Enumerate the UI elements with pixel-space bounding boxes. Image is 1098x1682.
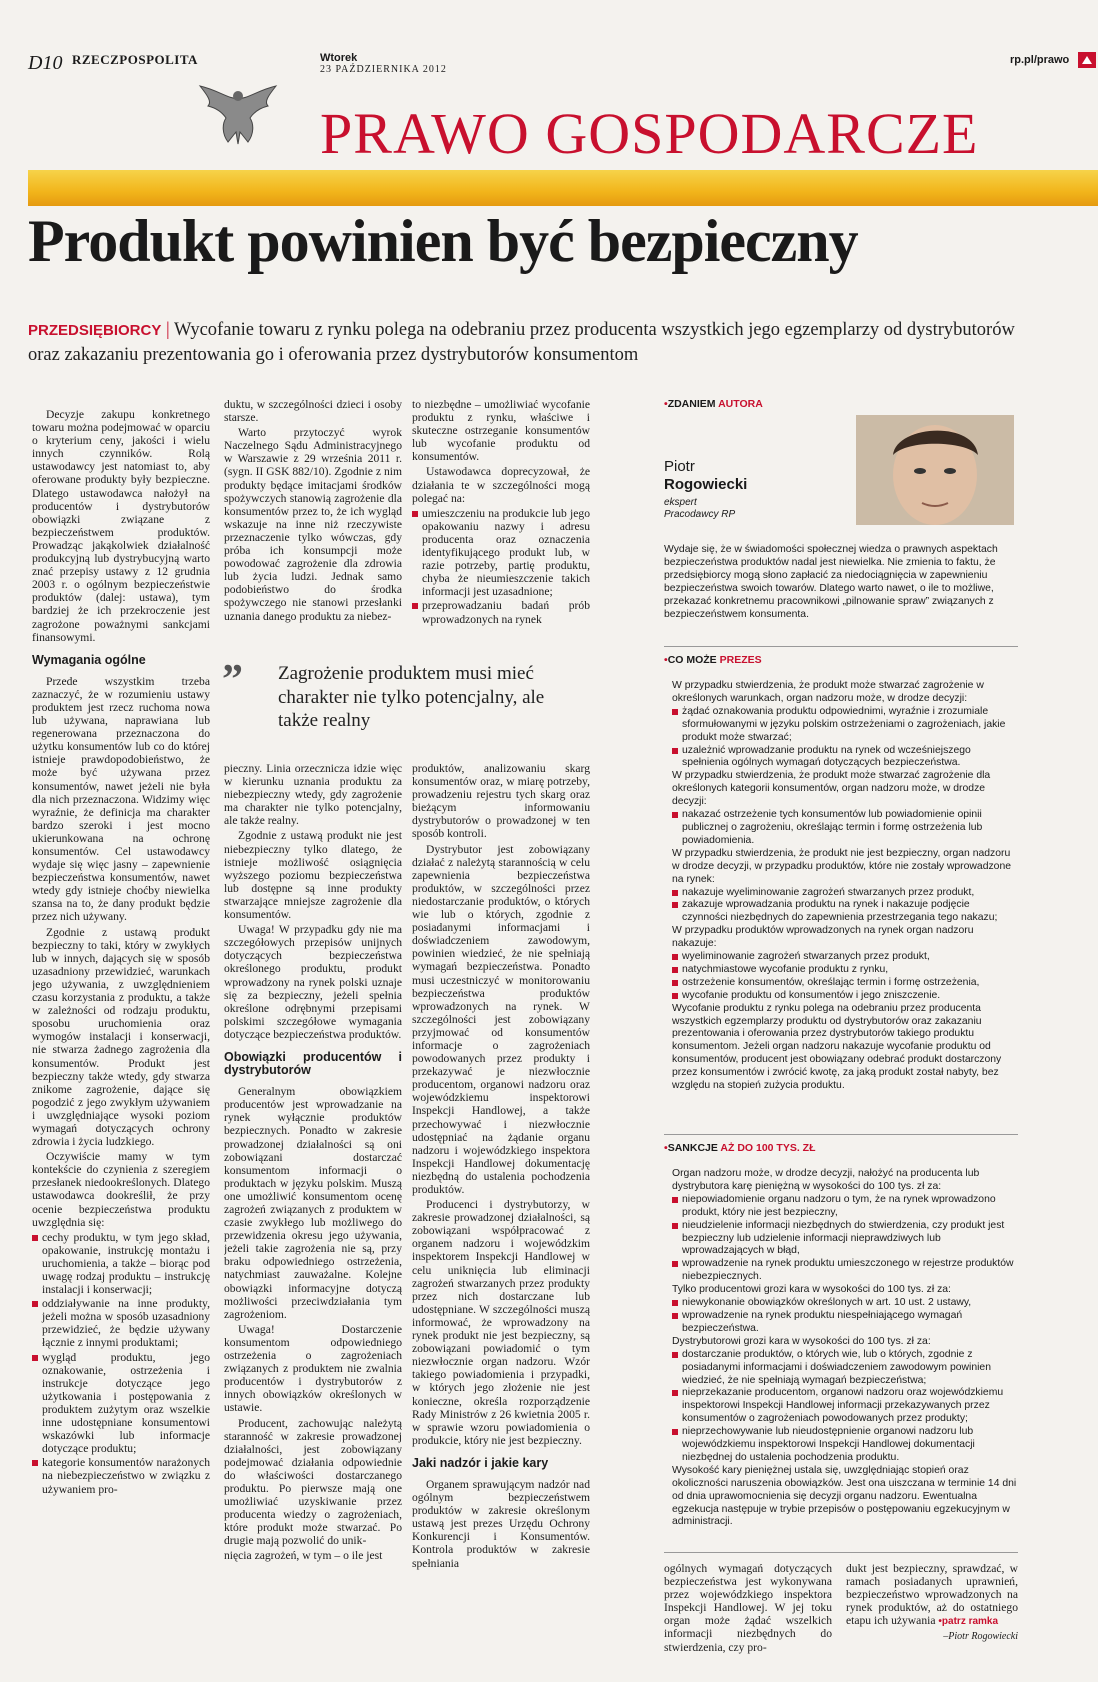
- paragraph: W przypadku stwierdzenia, że produkt może stwarzać zagrożenie dla określonych kategorii konsumentów, organ nadzoru może, w drodze decyzji:: [672, 770, 991, 808]
- list-item: nakazać ostrzeżenie tych konsumentów lub powiadomienie opinii publicznej o zagrożeniu, określając termin i formę ostrzeżenia lub powiadomienia.: [672, 809, 1018, 848]
- section-heading: Obowiązki producentów i dystrybutorów: [224, 1049, 402, 1078]
- paragraph: nięcia zagrożeń, w tym – o ile jest: [224, 1549, 383, 1563]
- paragraph-text: dukt jest bezpieczny, sprawdzać, w ramach posiadanych uprawnień, bezpieczeństwo wprowadzonych na rynek produktów, aż do ostatniego etapu ich używania: [846, 1562, 1018, 1628]
- divider: [664, 646, 1018, 647]
- section-title: [320, 100, 978, 167]
- section-title-text: PRAWO GOSPODARCZE: [320, 101, 979, 166]
- prezes-label-prefix: CO MOŻE: [667, 654, 717, 666]
- column-2-bottom: [224, 762, 402, 1678]
- sankcje-label-prefix: SANKCJE: [667, 1142, 718, 1154]
- paragraph: Producent, zachowując należytą staranność w zakresie prowadzonej działalności, jest zobowiązany podejmować działania odpowiednie do właściwości dostarczanego produktu. Po pierwsze mają one umożliwiać uzyskiwanie przez producenta wiedzy o zagrożeniach, które produkt może stwarzać. Po drugie mają pozwolić do unik-: [224, 1416, 402, 1548]
- prezes-label: •CO MOŻE PREZES: [664, 654, 762, 666]
- list-item: dostarczanie produktów, o których wie, lub o których, zgodnie z posiadanymi informacjami i doświadczeniem zawodowym powinien wiedzieć, że nie spełniają wymagań bezpieczeństwa;: [672, 1349, 1018, 1388]
- divider: [664, 1134, 1018, 1135]
- page-number: D10: [28, 52, 63, 74]
- opinion-label-red: AUTORA: [718, 398, 763, 410]
- opinion-label-prefix: ZDANIEM: [667, 398, 716, 410]
- bullet-list: [672, 1349, 1018, 1465]
- list-item: niewykonanie obowiązków określonych w art. 10 ust. 2 ustawy,: [672, 1297, 1018, 1310]
- list-item: przeprowadzaniu badań prób wprowadzonych na rynek: [412, 599, 590, 625]
- paragraph: pieczny. Linia orzecznicza idzie więc w kierunku uznania produktu za niebezpieczny wtedy, gdy zagrożenie ma charakter nie tylko potencjalny, ale także realny.: [224, 762, 402, 828]
- list-item: nieprzechowywanie lub nieudostępnienie organowi nadzoru lub wojewódzkiemu inspektorowi Inspekcji Handlowej dokumentacji niezbędnej do ustalenia pochodzenia produktu.: [672, 1426, 1018, 1465]
- list-item: niepowiadomienie organu nadzoru o tym, że na rynek wprowadzono produkt, który nie jest bezpieczny,: [672, 1194, 1018, 1220]
- opinion-text: Wydaje się, że w świadomości społecznej wiedza o prawnych aspektach bezpieczeństwa produktów nadal jest niewielka. Nie zmienia to faktu, że przedsiębiorcy mogą słono zapłacić za niedociągnięcia w zapewnieniu bezpieczeństwa swoich towarów. Dlatego warto nawet, o ile to możliwe, przekazać konkretnemu pracownikowi „pilnowanie spraw” związanych z bezpieczeństwem konsumenta.: [664, 544, 998, 620]
- brand-name: RZECZPOSPOLITA: [72, 52, 198, 67]
- column-4-bottom: [664, 1562, 832, 1678]
- paragraph: Zgodnie z ustawą produkt nie jest niebezpieczny tylko dlatego, że istnieje możliwość osiągnięcia wyższego poziomu bezpieczeństwa lub dostępne są inne produkty stwarzające mniejsze zagrożenie dla konsumentów.: [224, 829, 402, 922]
- kicker: PRZEDSIĘBIORCY: [28, 322, 162, 339]
- author-org: Pracodawcy RP: [664, 509, 736, 520]
- paragraph: Warto przytoczyć wyrok Naczelnego Sądu Administracyjnego w Warszawie z 29 września 2011 r. (sygn. II GSK 882/10). Zgodnie z nim produkty będące imitacjami środków spożywczych stanowią zagrożenie dla konsumentów przez to, że ich wygląd wskazuje na inne niż rzeczywiste przeznaczenie tylko wówczas, gdy próba ich konsumpcji może powodować zagrożenie dla zdrowia lub życia ludzi. Jednak samo podobieństwo do środka spożywczego nie stanowi przesłanki uznania danego produktu za niebez-: [224, 426, 402, 623]
- see-box-link-text: patrz ramka: [941, 1616, 999, 1628]
- section-heading: Jaki nadzór i jakie kary: [412, 1455, 549, 1470]
- list-item: wprowadzenie na rynek produktu niespełniającego wymagań bezpieczeństwa.: [672, 1310, 1018, 1336]
- paragraph: W przypadku produktów wprowadzonych na rynek organ nadzoru nakazuje:: [672, 925, 974, 950]
- headline: Produkt powinien być bezpieczny: [28, 208, 858, 274]
- sankcje-label-red: AŻ DO 100 TYS. ZŁ: [720, 1142, 816, 1154]
- sankcje-box: [672, 1168, 1018, 1548]
- paragraph: Oczywiście mamy w tym kontekście do czynienia z szeregiem przesłanek niedookreślonych. Dlatego ustawodawca dookreślił, że przy ocenie bezpieczeństwa produktu uwzględnia się:: [32, 1150, 210, 1229]
- paragraph: Organem sprawującym nadzór nad ogólnym bezpieczeństwem produktów w zakresie określonym ustawą jest prezes Urzędu Ochrony Konkurencji i Konsumentów. Kontrola produktów w zakresie spełniania: [412, 1477, 590, 1570]
- paragraph: Wysokość kary pieniężnej ustala się, uwzględniając stopień oraz okoliczności naruszenia obowiązków. Jest ona uiszczana w terminie 14 dni od dnia uprawomocnienia się decyzji organu nadzoru. Ewentualna egzekucja następuje w trybie przepisów o postępowaniu egzekucyjnym w administracji.: [672, 1464, 1017, 1528]
- bullet-list: [412, 507, 590, 626]
- lead: PRZEDSIĘBIORCY | Wycofanie towaru z rynku polega na odebraniu przez producenta wszystkich jego egzemplarzy od dystrybutorów oraz zakazaniu prezentowania go i oferowania przez dystrybutorów konsumentom: [28, 320, 1015, 365]
- list-item: kategorie konsumentów narażonych na niebezpieczeństwo w związku z używaniem pro-: [32, 1456, 210, 1495]
- list-item: wycofanie produktu od konsumentów i jego zniszczenie.: [672, 990, 1018, 1003]
- bullet-list: [32, 1231, 210, 1496]
- quote-icon: ”: [222, 657, 243, 703]
- prezes-label-red: PREZES: [719, 654, 762, 666]
- paragraph: Dystrybutorowi grozi kara w wysokości do 100 tys. zł za:: [672, 1335, 931, 1347]
- author-last-name: Rogowiecki: [664, 476, 748, 493]
- list-item: natychmiastowe wycofanie produktu z rynku,: [672, 964, 1018, 977]
- list-item: umieszczeniu na produkcie lub jego opakowaniu nazwy i adresu producenta oraz oznaczenia identyfikującego produkt lub, w razie potrzeby, partię produktu, chyba że nieumieszczenie takich informacji jest uzasadnione;: [412, 507, 590, 599]
- paragraph: Tylko producentowi grozi kara w wysokości do 100 tys. zł za:: [672, 1284, 951, 1296]
- paragraph: Dystrybutor jest zobowiązany działać z należytą starannością w celu zapewnienia bezpieczeństwa produktów, w szczególności przez niedostarczanie produktów, o których wie lub o których, zgodnie z posiadanymi informacjami i doświadczeniem zawodowym, powinien wiedzieć, że nie spełniają wymagań bezpieczeństwa. Ponadto musi uczestniczyć w monitorowaniu bezpieczeństwa produktów wprowadzonych na rynek. W szczególności jest zobowiązany przyjmować od konsumentów informacje o zagrożeniach powodowanych przez produkty i przekazywać je niezwłocznie producentom, organowi nadzoru oraz wojewódzkiemu inspektorowi Inspekcji Handlowej, a także przechowywać i niezwłocznie udostępniać na żądanie organu nadzoru i wojewódzkiego inspektora Inspekcji Handlowej dokumentację niezbędną do ustalenia pochodzenia produktów.: [412, 842, 590, 1196]
- bullet-list: [672, 951, 1018, 1003]
- prezes-box: [672, 680, 1018, 1130]
- list-item: oddziaływanie na inne produkty, jeżeli można w sposób uzasadniony przewidzieć, że będzie używany łącznie z innymi produktami;: [32, 1297, 210, 1349]
- bullet-list: [672, 1297, 1018, 1336]
- list-item: zakazuje wprowadzania produktu na rynek i nakazuje podjęcie czynności niezbędnych do zapewnienia przestrzegania tego nakazu;: [672, 899, 1018, 925]
- author-first-name: Piotr: [664, 458, 695, 475]
- bullet-list: [672, 887, 1018, 926]
- header-day: Wtorek: [320, 52, 358, 64]
- paragraph: Ustawodawca doprecyzował, że działania te w szczególności mogą polegać na:: [412, 465, 590, 505]
- eagle-logo: [178, 80, 298, 150]
- opinion-label: •ZDANIEM AUTORA: [664, 398, 763, 410]
- author-signature: –Piotr Rogowiecki: [943, 1631, 1018, 1643]
- red-logo-icon: [1078, 52, 1096, 68]
- author-role: ekspert: [664, 497, 697, 508]
- list-item: ostrzeżenie konsumentów, określając termin i formę ostrzeżenia,: [672, 977, 1018, 990]
- lead-text: Wycofanie towaru z rynku polega na odebraniu przez producenta wszystkich jego egzemplarzy od dystrybutorów oraz zakazaniu prezentowania go i oferowania przez dystrybutorów konsumentom: [28, 320, 1015, 365]
- list-item: uzależnić wprowadzanie produktu na rynek od wcześniejszego spełnienia ogólnych wymagań dotyczących bezpieczeństwa.: [672, 745, 1018, 771]
- bullet-list: [672, 706, 1018, 771]
- paragraph: produktów, analizowaniu skarg konsumentów oraz, w miarę potrzeby, prowadzeniu rejestru tych skarg oraz bieżącym informowaniu dystrybutorów o prowadzonej w ten sposób kontroli.: [412, 762, 590, 841]
- bullet-list: [672, 1194, 1018, 1284]
- list-item: cechy produktu, w tym jego skład, opakowanie, instrukcję montażu i uruchomienia, a także – biorąc pod uwagę rodzaj produktu – instrukcję instalacji i konserwacji;: [32, 1231, 210, 1296]
- paragraph: Przede wszystkim trzeba zaznaczyć, że w rozumieniu ustawy produktem jest rzecz ruchoma nowa lub używana, naprawiana lub regenerowana przeznaczona do użytku konsumentów lub co do której istnieje prawdopodobieństwo, że może być używana przez konsumentów, nawet jeżeli nie była dla nich przeznaczona. Widzimy więc wyraźnie, że definicja ma charakter bardzo szeroki i jest mocno ukierunkowana na ochronę konsumentów. Cel ustawodawcy wydaje się więc jasny – zapewnienie bezpieczeństwa konsumentów, nawet wtedy gdy istnieje choćby niewielka szansa na to, że dany produkt będzie przez nich używany.: [32, 674, 210, 924]
- paragraph: Decyzje zakupu konkretnego towaru można podejmować w oparciu o kryterium ceny, jakości i wielu innych czynników. Rolą ustawodawcy jest natomiast to, aby oferowane produkty były bezpieczne. Dlatego ustawodawca nałożył na producentów i dystrybutorów obowiązki związane z bezpieczeństwem produktów. Prowadząc jakąkolwiek działalność produkcyjną lub dystrybucyjną warto znać przepisy ustawy z 12 grudnia 2003 r. o ogólnym bezpieczeństwie produktów (dalej: ustawa), tym bardziej że ich przekroczenie jest zagrożone poważnymi sankcjami finansowymi.: [32, 408, 210, 644]
- list-item: nieudzielenie informacji niezbędnych do stwierdzenia, czy produkt jest bezpieczny lub udzielenie informacji nieprawdziwych lub wprowadzających w błąd,: [672, 1220, 1018, 1259]
- list-item: nakazuje wyeliminowanie zagrożeń stwarzanych przez produkt,: [672, 887, 1018, 900]
- header-url[interactable]: rp.pl/prawo: [1010, 54, 1070, 66]
- list-item: nieprzekazanie producentom, organowi nadzoru oraz wojewódzkiemu inspektorowi Inspekcji Handlowej informacji przekazywanych przez konsumentów o zagrożeniach powodowanych przez produkty;: [672, 1387, 1018, 1426]
- sankcje-label: •SANKCJE AŻ DO 100 TYS. ZŁ: [664, 1142, 816, 1154]
- column-2-top: [224, 398, 402, 648]
- column-5-bottom: [846, 1562, 1018, 1678]
- column-3-top: [412, 398, 590, 648]
- paragraph: Producenci i dystrybutorzy, w zakresie prowadzonej działalności, są zobowiązani współpracować z organem nadzoru i wojewódzkim inspektorem Inspekcji Handlowej w celu uniknięcia lub eliminacji zagrożeń stwarzanych przez produkty przez nich dostarczane lub udostępniane. W szczególności muszą informować, że wprowadzony na rynek produkt nie jest bezpieczny, są zobowiązani powiadomić o tym niezwłocznie organ nadzoru. Wzór takiego powiadomienia i przypadki, w których jego złożenie nie jest konieczne, określa rozporządzenie Rady Ministrów z 26 kwietnia 2005 r. w sprawie wzoru powiadomienia o produkcie, który nie jest bezpieczny.: [412, 1198, 590, 1447]
- paragraph: Generalnym obowiązkiem producentów jest wprowadzanie na rynek wyłącznie produktów bezpiecznych. Ponadto w zakresie prowadzonej działalności są oni zobowiązani dostarczać konsumentom informacji o produktach w języku polskim. Muszą one umożliwić konsumentom ocenę zagrożeń związanych z produktem w czasie zwykłego lub możliwego do przewidzenia okresu jego używania, jeżeli takie zagrożenia nie są, przy braku odpowiedniego ostrzeżenia, natychmiast zauważalne. Kolejne obowiązki informacyjne dotyczą możliwości przeciwdziałania tym zagrożeniom.: [224, 1085, 402, 1321]
- list-item: wygląd produktu, jego oznakowanie, ostrzeżenia i instrukcje dotyczące jego użytkowania i postępowania z produktem zużytym oraz wszelkie inne udostępniane konsumentowi wskazówki lub informacje dotyczące produktu;: [32, 1351, 210, 1456]
- paragraph: Organ nadzoru może, w drodze decyzji, nałożyć na producenta lub dystrybutora karę pieniężną w wysokości do 100 tys. zł za:: [672, 1168, 980, 1192]
- paragraph: W przypadku stwierdzenia, że produkt może stwarzać zagrożenie w określonych warunkach, organ nadzoru może, w drodze decyzji:: [672, 680, 984, 704]
- paragraph: ogólnych wymagań dotyczących bezpieczeństwa jest wykonywana przez wojewódzkiego inspektora Inspekcji Handlowej. W jej toku organ może żądać wszelkich informacji niezbędnych do stwierdzenia, czy pro-: [664, 1562, 832, 1654]
- list-item: żądać oznakowania produktu odpowiednimi, wyraźnie i zrozumiale sformułowanymi w języku polskim ostrzeżeniami o zagrożeniach, jakie produkt może stwarzać;: [672, 706, 1018, 745]
- paragraph: to niezbędne – umożliwiać wycofanie produktu z rynku, właściwe i skuteczne ostrzeganie konsumentów lub wycofanie produktu od konsumentów.: [412, 398, 590, 464]
- paragraph: [846, 1562, 1018, 1628]
- list-item: wyeliminowanie zagrożeń stwarzanych przez produkt,: [672, 951, 1018, 964]
- column-3-bottom: [412, 762, 590, 1678]
- header-date: 23 PAŹDZIERNIKA 2012: [320, 64, 447, 75]
- paragraph: Zgodnie z ustawą produkt bezpieczny to taki, który w zwykłych lub w innych, dających się w sposób uzasadniony przewidzieć, warunkach jego używania, z uwzględnieniem czasu korzystania z produktu, a także w zależności od rodzaju produktu, sposobu uruchomienia oraz wymogów instalacji i konserwacji, nie stwarza żadnego zagrożenia dla konsumentów. Produkt jest bezpieczny także wtedy, gdy stwarza znikome zagrożenie, dające się pogodzić z jego zwykłym używaniem i uwzględniające wysoki poziom wymagań dotyczących ochrony zdrowia i życia ludzkiego.: [32, 925, 210, 1149]
- section-heading: Wymagania ogólne: [32, 652, 146, 667]
- paragraph: W przypadku stwierdzenia, że produkt nie jest bezpieczny, organ nadzoru w drodze decyzji, w przypadku produktów, które nie zostały wprowadzone na rynek:: [672, 847, 1012, 885]
- see-box-link[interactable]: •patrz ramka: [938, 1616, 999, 1628]
- paragraph: duktu, w szczególności dzieci i osoby starsze.: [224, 398, 402, 425]
- bullet-list: [672, 809, 1018, 848]
- list-item: wprowadzenie na rynek produktu umieszczonego w rejestrze produktów niebezpiecznych.: [672, 1258, 1018, 1284]
- pull-quote: Zagrożenie produktem musi mieć charakter nie tylko potencjalny, ale także realny: [278, 663, 545, 731]
- column-1: [32, 408, 210, 1678]
- yellow-stripe: [28, 170, 1098, 206]
- paragraph: Uwaga! Dostarczenie konsumentom odpowiedniego ostrzeżenia o zagrożeniach związanych z produktem nie zwalnia producentów i dystrybutorów z innych obowiązków określonych w ustawie.: [224, 1322, 402, 1415]
- paragraph: Wycofanie produktu z rynku polega na odebraniu przez producenta wszystkich egzemplarzy produktu od dystrybutorów oraz zakazaniu prezentowania i oferowania przez dystrybutorów takiego produktu konsumentom. Jeżeli organ nadzoru nakazuje wycofanie produktu od konsumentów, producent jest obowiązany odebrać produkt dostarczony przez konsumentów i zwrócić kwotę, za jaką produkt został nabyty, bez względu na stopień zużycia produktu.: [672, 1002, 1002, 1092]
- paragraph: Uwaga! W przypadku gdy nie ma szczegółowych przepisów unijnych dotyczących bezpieczeństwa określonego produktu, produkt wprowadzony na rynek polski uznaje się za bezpieczny, jeżeli spełnia określone odrębnymi przepisami polskimi szczegółowe wymagania dotyczące bezpieczeństwa produktów.: [224, 923, 402, 1041]
- author-photo: [856, 415, 1014, 525]
- divider: [664, 1552, 1018, 1553]
